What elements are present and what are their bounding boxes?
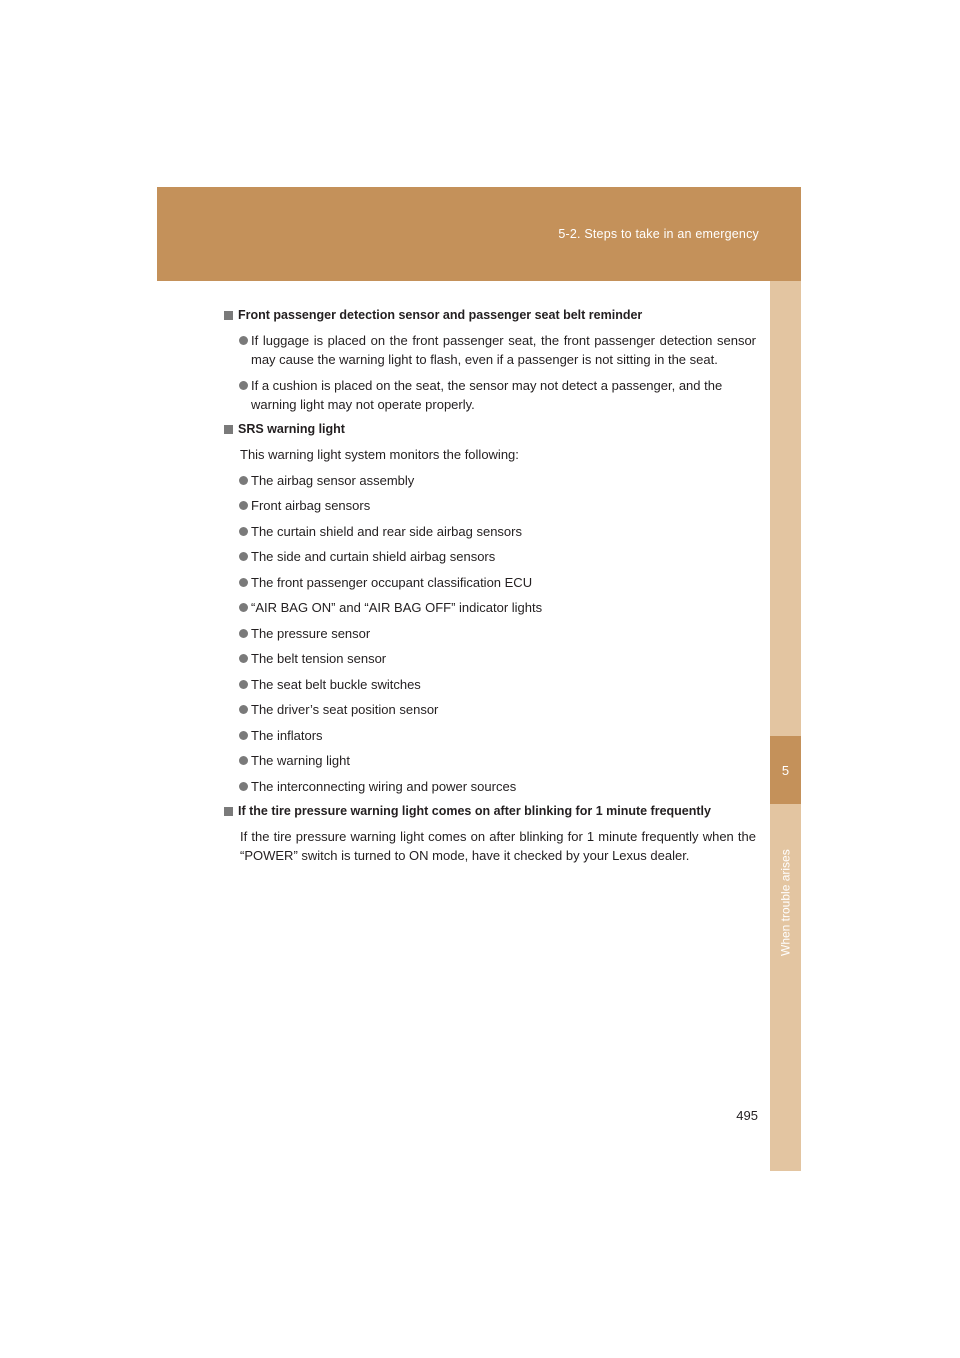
square-bullet-icon <box>224 807 233 816</box>
list-item: The seat belt buckle switches <box>224 675 756 694</box>
list-item: If luggage is placed on the front passenger seat, the front passenger detection sensor may cause the warning light to flash, even if a passenger is not sitting in the seat. <box>224 331 756 369</box>
circle-bullet-icon <box>239 552 248 561</box>
list-item: The pressure sensor <box>224 624 756 643</box>
section-heading: SRS warning light <box>224 420 756 439</box>
list-item: The inflators <box>224 726 756 745</box>
list-item: The airbag sensor assembly <box>224 471 756 490</box>
section-srs-warning-light <box>224 420 756 796</box>
circle-bullet-icon <box>239 629 248 638</box>
section-heading: Front passenger detection sensor and passenger seat belt reminder <box>224 306 756 325</box>
list-item: The interconnecting wiring and power sources <box>224 777 756 796</box>
circle-bullet-icon <box>239 603 248 612</box>
side-thumb-tab <box>770 281 801 1171</box>
list-item: The belt tension sensor <box>224 649 756 668</box>
circle-bullet-icon <box>239 527 248 536</box>
list-item: The driver’s seat position sensor <box>224 700 756 719</box>
list-item: Front airbag sensors <box>224 496 756 515</box>
circle-bullet-icon <box>239 381 248 390</box>
chapter-label: When trouble arises <box>778 849 793 956</box>
square-bullet-icon <box>224 311 233 320</box>
square-bullet-icon <box>224 425 233 434</box>
chapter-number: 5 <box>770 736 801 804</box>
section-tire-pressure <box>224 802 756 865</box>
section-title: 5-2. Steps to take in an emergency <box>558 227 759 241</box>
circle-bullet-icon <box>239 782 248 791</box>
circle-bullet-icon <box>239 680 248 689</box>
page-number: 495 <box>736 1108 758 1123</box>
list-item: The front passenger occupant classification ECU <box>224 573 756 592</box>
list-item: If a cushion is placed on the seat, the sensor may not detect a passenger, and the warning light may not operate properly. <box>224 376 756 414</box>
list-item: The curtain shield and rear side airbag sensors <box>224 522 756 541</box>
circle-bullet-icon <box>239 501 248 510</box>
section-body: If the tire pressure warning light comes on after blinking for 1 minute frequently when the “POWER” switch is turned to ON mode, have it checked by your Lexus dealer. <box>240 829 756 863</box>
list-item: “AIR BAG ON” and “AIR BAG OFF” indicator lights <box>224 598 756 617</box>
section-heading: If the tire pressure warning light comes on after blinking for 1 minute frequently <box>224 802 756 821</box>
circle-bullet-icon <box>239 705 248 714</box>
circle-bullet-icon <box>239 654 248 663</box>
page-content <box>224 306 756 872</box>
circle-bullet-icon <box>239 756 248 765</box>
list-item: The side and curtain shield airbag sensors <box>224 547 756 566</box>
circle-bullet-icon <box>239 476 248 485</box>
section-passenger-detection <box>224 306 756 414</box>
circle-bullet-icon <box>239 731 248 740</box>
chapter-header-band <box>157 187 801 281</box>
section-intro: This warning light system monitors the following: <box>240 447 519 462</box>
circle-bullet-icon <box>239 578 248 587</box>
circle-bullet-icon <box>239 336 248 345</box>
list-item: The warning light <box>224 751 756 770</box>
